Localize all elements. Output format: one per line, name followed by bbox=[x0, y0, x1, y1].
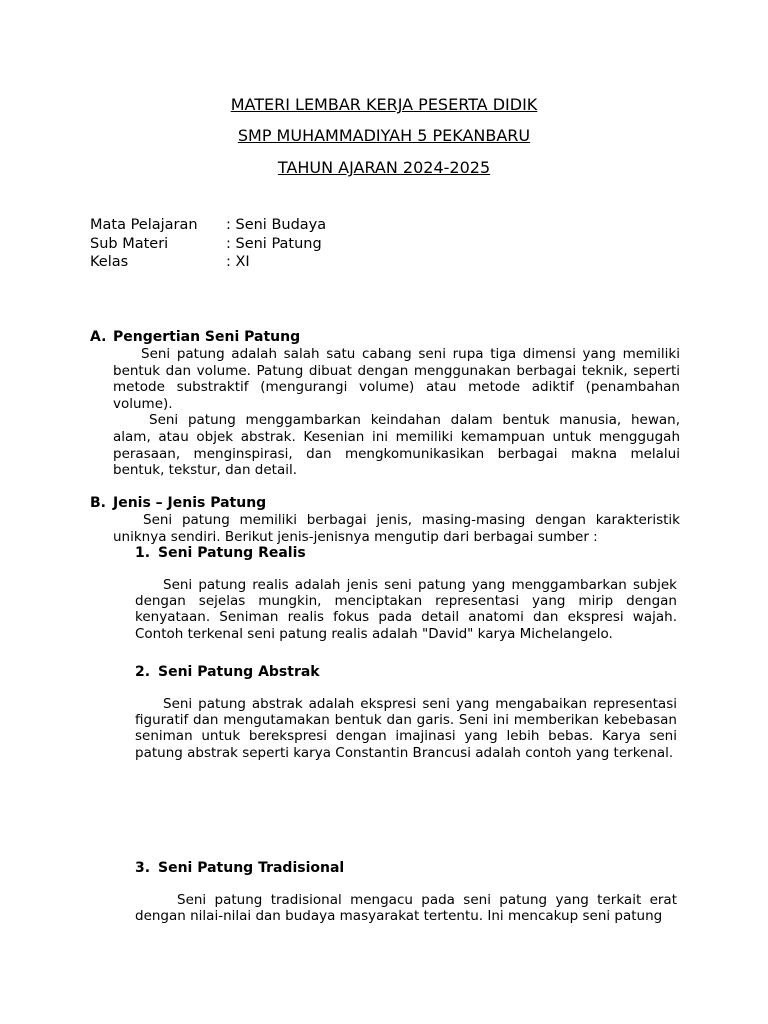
meta-label: Kelas bbox=[90, 254, 129, 270]
meta-info bbox=[90, 216, 326, 272]
list-item-heading bbox=[135, 860, 677, 877]
list-number: 3. bbox=[135, 860, 151, 876]
list-item-text: Seni patung realis adalah jenis seni patung yang menggambarkan subjek dengan sejelas mungkin, menciptakan representasi yang mirip dengan kenyataan. Seniman realis fokus pada detail anatomi dan ekspresi wajah. Contoh terkenal seni patung realis adalah "David" karya Michelangelo. bbox=[135, 577, 677, 642]
list-item-heading bbox=[135, 545, 677, 562]
list-item-tradisional bbox=[135, 860, 677, 924]
section-b-heading bbox=[90, 495, 680, 512]
meta-row-submaterial bbox=[90, 235, 326, 254]
list-title: Seni Patung Tradisional bbox=[158, 860, 345, 876]
list-number: 2. bbox=[135, 664, 151, 680]
meta-value: : XI bbox=[226, 254, 250, 270]
list-item-heading bbox=[135, 664, 677, 681]
meta-label: Mata Pelajaran bbox=[90, 217, 198, 233]
list-item-realis bbox=[135, 545, 677, 642]
section-title: Pengertian Seni Patung bbox=[113, 329, 301, 345]
list-title: Seni Patung Abstrak bbox=[158, 664, 320, 680]
section-a-paragraph-2: Seni patung menggambarkan keindahan dalam bentuk manusia, hewan, alam, atau objek abstrak. Kesenian ini memiliki kemampuan untuk menggugah perasaan, menginspirasi, dan mengkomunikasikan berbagai makna melalui bentuk, tekstur, dan detail. bbox=[113, 412, 680, 479]
section-b-paragraph-1: Seni patung memiliki berbagai jenis, masing-masing dengan karakteristik uniknya sendiri. Berikut jenis-jenisnya mengutip dari berbagai sumber : bbox=[113, 512, 680, 545]
list-item-text: Seni patung abstrak adalah ekspresi seni yang mengabaikan representasi figuratif dan mengutamakan bentuk dan garis. Seni ini memberikan kebebasan seniman untuk berekspresi dengan imajinasi yang lebih bebas. Karya seni patung abstrak seperti karya Constantin Brancusi adalah contoh yang terkenal. bbox=[135, 696, 677, 761]
meta-value: : Seni Patung bbox=[226, 235, 322, 252]
doc-title-line-3: TAHUN AJARAN 2024-2025 bbox=[277, 158, 491, 177]
section-title: Jenis – Jenis Patung bbox=[113, 495, 267, 511]
meta-value: : Seni Budaya bbox=[226, 217, 327, 233]
section-a-paragraph-1: Seni patung adalah salah satu cabang seni rupa tiga dimensi yang memiliki bentuk dan volume. Patung dibuat dengan menggunakan berbagai teknik, seperti metode substraktif (mengurangi volume) atau metode adiktif (penambahan volume). bbox=[113, 346, 680, 412]
list-item-abstrak bbox=[135, 664, 677, 761]
meta-row-subject bbox=[90, 216, 326, 235]
meta-label: Sub Materi bbox=[90, 235, 169, 252]
section-letter: B. bbox=[90, 495, 106, 511]
meta-row-class bbox=[90, 253, 326, 272]
list-item-text: Seni patung tradisional mengacu pada seni patung yang terkait erat dengan nilai-nilai dan budaya masyarakat tertentu. Ini mencakup seni patung bbox=[135, 892, 677, 925]
section-a-heading bbox=[90, 329, 680, 346]
doc-title-line-2: SMP MUHAMMADIYAH 5 PEKANBARU bbox=[237, 126, 531, 145]
section-letter: A. bbox=[90, 329, 107, 345]
section-a bbox=[90, 329, 680, 479]
doc-title-line-1: MATERI LEMBAR KERJA PESERTA DIDIK bbox=[230, 95, 538, 114]
list-number: 1. bbox=[135, 545, 151, 561]
section-b bbox=[90, 495, 680, 545]
list-title: Seni Patung Realis bbox=[158, 545, 306, 561]
